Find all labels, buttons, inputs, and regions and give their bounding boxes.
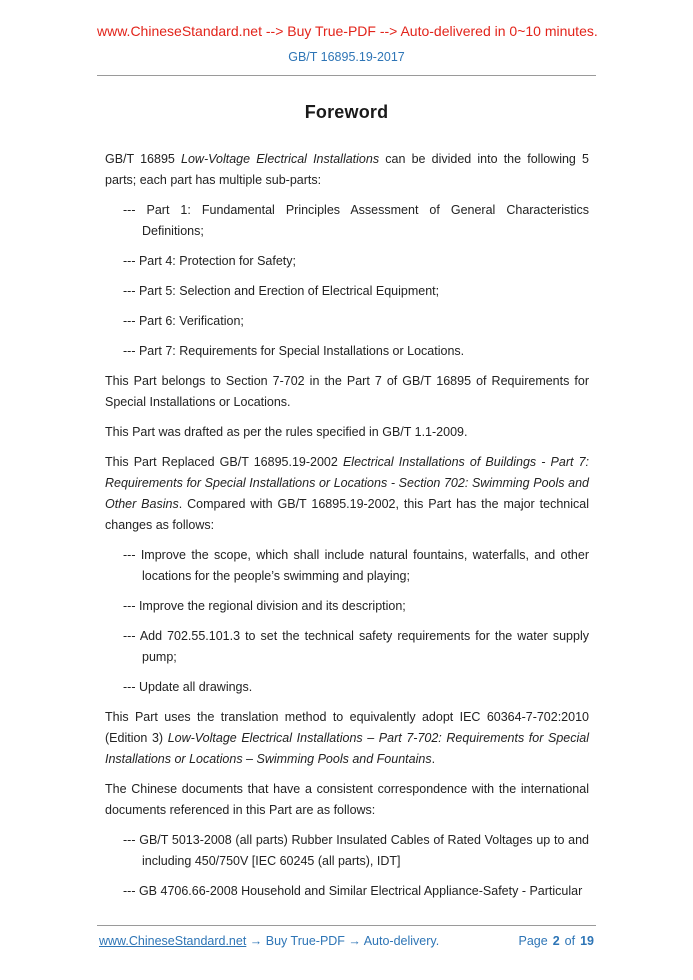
page-label: Page [518, 934, 548, 948]
list-item [123, 545, 589, 587]
text-segment-italic: Low-Voltage Electrical Installations – Part 7-702: Requirements for Special Installations or Locations – Swimming Pools and Fountains [105, 731, 589, 766]
footer-tagline: → Buy True-PDF → Auto-delivery. [246, 934, 440, 948]
header-divider [97, 75, 596, 76]
list-item [123, 596, 589, 617]
paragraph [105, 422, 589, 443]
list-item [123, 200, 589, 242]
footer-site-link[interactable]: www.ChineseStandard.net [99, 934, 247, 948]
promo-banner: www.ChineseStandard.net --> Buy True-PDF --> Auto-delivered in 0~10 minutes. [97, 23, 598, 39]
text-segment: This Part was drafted as per the rules specified in GB/T 1.1-2009. [105, 425, 468, 439]
text-segment: --- Part 4: Protection for Safety; [123, 254, 296, 268]
text-segment: --- Part 5: Selection and Erection of Electrical Equipment; [123, 284, 440, 298]
text-segment: --- Part 6: Verification; [123, 314, 244, 328]
text-segment: --- Improve the regional division and its description; [123, 599, 406, 613]
page-title: Foreword [304, 102, 389, 122]
text-segment: --- GB/T 5013-2008 (all parts) Rubber Insulated Cables of Rated Voltages up to and including 450/750V [IEC 60245 (all parts), IDT] [123, 833, 589, 868]
doc-number: GB/T 16895.19-2017 [288, 50, 405, 64]
text-segment: --- GB 4706.66-2008 Household and Similar Electrical Appliance-Safety - Particular [123, 884, 583, 898]
text-segment: . Compared with GB/T 16895.19-2002, this Part has the major technical changes as follows: [105, 497, 589, 532]
page-indicator [519, 933, 595, 950]
document-body [97, 149, 596, 911]
paragraph [105, 149, 589, 191]
text-segment-italic: Low-Voltage Electrical Installations [181, 152, 380, 166]
list-item [123, 881, 589, 902]
paragraph [105, 371, 589, 413]
text-segment: can be divided into the following 5 parts; each part has multiple sub-parts: [105, 152, 589, 187]
text-segment: --- Part 7: Requirements for Special Installations or Locations. [123, 344, 465, 358]
page-current: 2 [552, 934, 560, 948]
text-segment: GB/T 16895 [105, 152, 182, 166]
text-segment: --- Add 702.55.101.3 to set the technical safety requirements for the water supply pump; [123, 629, 589, 664]
text-segment-italic: Electrical Installations of Buildings - Part 7: Requirements for Special Installations or Locations - Section 702: Swimming Pools and Other Basins [105, 455, 589, 511]
text-segment: . [431, 752, 436, 766]
page-footer [97, 925, 596, 950]
list-item [123, 341, 589, 362]
list-item [123, 677, 589, 698]
list-item [123, 251, 589, 272]
page-of-label: of [564, 934, 576, 948]
paragraph [105, 707, 589, 770]
list-item [123, 830, 589, 872]
text-segment: This Part belongs to Section 7-702 in the Part 7 of GB/T 16895 of Requirements for Special Installations or Locations. [105, 374, 589, 409]
page-total: 19 [580, 934, 594, 948]
paragraph [105, 779, 589, 821]
text-segment: --- Improve the scope, which shall include natural fountains, waterfalls, and other locations for the people’s swimming and playing; [123, 548, 589, 583]
list-item [123, 281, 589, 302]
text-segment: This Part uses the translation method to equivalently adopt IEC 60364-7-702:2010 (Edition 3) [105, 710, 589, 745]
footer-left [99, 933, 439, 950]
text-segment: --- Update all drawings. [123, 680, 253, 694]
list-item [123, 311, 589, 332]
text-segment: This Part Replaced GB/T 16895.19-2002 [105, 455, 343, 469]
list-item [123, 626, 589, 668]
paragraph [105, 452, 589, 536]
text-segment: The Chinese documents that have a consistent correspondence with the international documents referenced in this Part are as follows: [105, 782, 589, 817]
text-segment: --- Part 1: Fundamental Principles Assessment of General Characteristics Definitions; [123, 203, 589, 238]
